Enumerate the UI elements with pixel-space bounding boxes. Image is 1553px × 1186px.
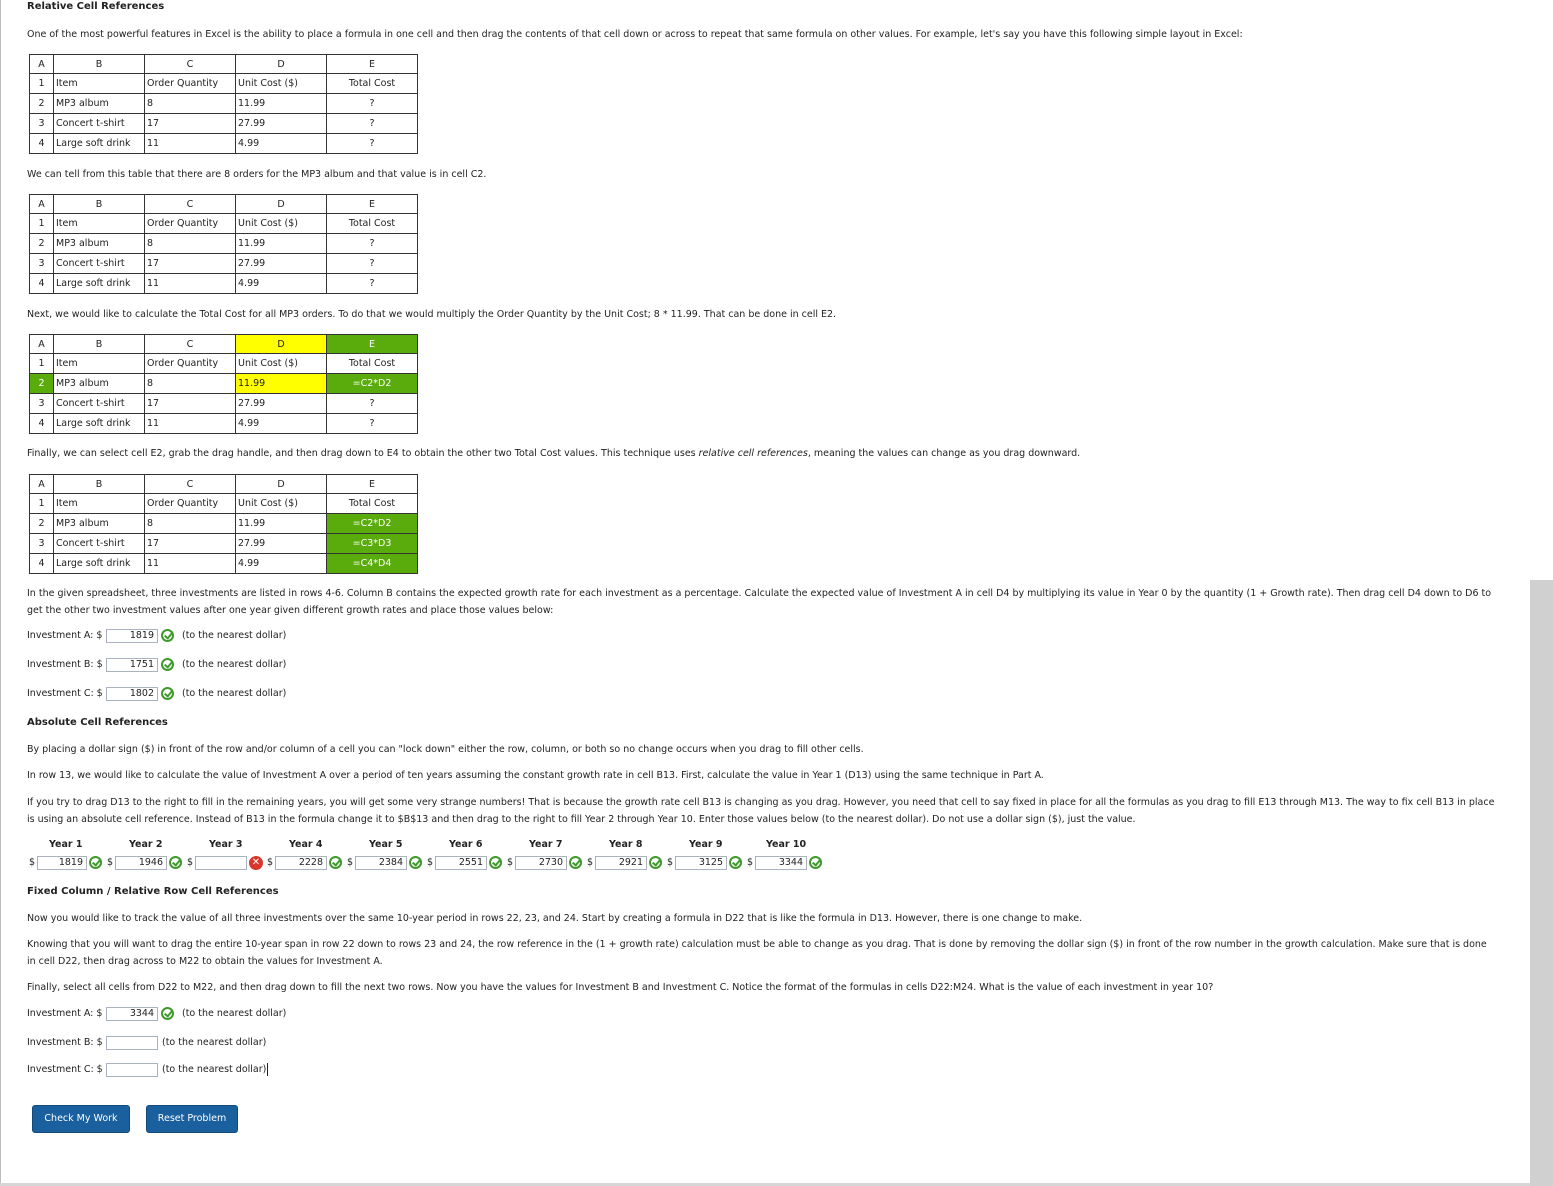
row-number: 3 bbox=[30, 534, 54, 554]
item-cell: MP3 album bbox=[54, 94, 145, 114]
total-cell: Total Cost bbox=[327, 214, 418, 234]
col-header-b: B bbox=[54, 55, 145, 74]
absolute-paragraph-1: By placing a dollar sign ($) in front of the row and/or column of a cell you can "lock down" either the row, column, or both so no change occurs when you drag to fill other cells. bbox=[27, 744, 864, 755]
year-2-label: Year 2 bbox=[129, 839, 163, 850]
partA-instructions-line2: get the other two investment values after one year given different growth rates and place those values below: bbox=[27, 605, 554, 616]
col-header-d-highlighted: D bbox=[236, 335, 327, 354]
col-header-c: C bbox=[145, 195, 236, 214]
fixed-paragraph-3: Finally, select all cells from D22 to M22, and then drag down to fill the next two rows. Now you have the values for Investment B and Investment C. Notice the format of the formulas in cells D22:M24. What is the value of each investment in year 10? bbox=[27, 982, 1214, 993]
year-9-input[interactable]: 3125 bbox=[675, 856, 727, 870]
qty-cell: 11 bbox=[145, 274, 236, 294]
text-cursor bbox=[267, 1063, 268, 1076]
formula-cell-highlighted: =C2*D2 bbox=[327, 514, 418, 534]
col-header-e: E bbox=[327, 475, 418, 494]
year-5-input[interactable]: 2384 bbox=[355, 856, 407, 870]
page-frame-left bbox=[0, 0, 1, 1186]
year-4-input[interactable]: 2228 bbox=[275, 856, 327, 870]
investment-c-label: Investment C: $ bbox=[27, 1064, 103, 1075]
year-6-input[interactable]: 2551 bbox=[435, 856, 487, 870]
item-cell: MP3 album bbox=[54, 234, 145, 254]
fixed-paragraph-1: Now you would like to track the value of all three investments over the same 10-year period in rows 22, 23, and 24. Start by creating a formula in D22 that is like the formula in D13. However, there is one change to make. bbox=[27, 913, 1083, 924]
absolute-paragraph-3-line2: is using an absolute cell reference. Instead of B13 in the formula change it to $B$13 and then drag to the right to fill Year 2 through Year 10. Enter those values below (to the nearest dollar). Do not use a dollar sign ($), just the value. bbox=[27, 814, 1136, 825]
cost-cell: 11.99 bbox=[236, 514, 327, 534]
paragraph-after-table-2: Next, we would like to calculate the Total Cost for all MP3 orders. To do that we would multiply the Order Quantity by the Unit Cost; 8 * 11.99. That can be done in cell E2. bbox=[27, 309, 837, 320]
row-number: 4 bbox=[30, 274, 54, 294]
item-cell: Large soft drink bbox=[54, 554, 145, 574]
item-cell: Large soft drink bbox=[54, 274, 145, 294]
dollar-sign: $ bbox=[347, 857, 354, 868]
table-row bbox=[30, 394, 418, 414]
section-title-fixed-column: Fixed Column / Relative Row Cell References bbox=[27, 886, 279, 897]
nearest-dollar-hint: (to the nearest dollar) bbox=[182, 688, 287, 699]
qty-cell: 11 bbox=[145, 554, 236, 574]
col-header-c: C bbox=[145, 335, 236, 354]
cost-cell: 27.99 bbox=[236, 114, 327, 134]
row-number: 4 bbox=[30, 134, 54, 154]
col-header-a: A bbox=[30, 335, 54, 354]
col-header-a: A bbox=[30, 55, 54, 74]
dollar-sign: $ bbox=[107, 857, 114, 868]
section-title-absolute: Absolute Cell References bbox=[27, 717, 168, 728]
nearest-dollar-hint: (to the nearest dollar) bbox=[182, 630, 287, 641]
section-title-relative: Relative Cell References bbox=[27, 1, 165, 12]
row-number: 3 bbox=[30, 114, 54, 134]
cost-cell-highlighted: 11.99 bbox=[236, 374, 327, 394]
fixed-paragraph-2-line1: Knowing that you will want to drag the entire 10-year span in row 22 down to rows 23 and 24, the row reference in the (1 + growth rate) calculation must be able to change as you drag. That is done by removing the dollar sign ($) in front of the row number in the growth calculation. Make sure that is done bbox=[27, 939, 1487, 950]
table-row bbox=[30, 274, 418, 294]
table-row bbox=[30, 374, 418, 394]
nearest-dollar-hint: (to the nearest dollar) bbox=[182, 1008, 287, 1019]
paragraph-after-table-1: We can tell from this table that there are 8 orders for the MP3 album and that value is in cell C2. bbox=[27, 169, 487, 180]
total-cell: Total Cost bbox=[327, 494, 418, 514]
item-cell: MP3 album bbox=[54, 514, 145, 534]
qty-cell: 8 bbox=[145, 514, 236, 534]
text-part: , meaning the values can change as you drag downward. bbox=[807, 448, 1081, 459]
year-7-input[interactable]: 2730 bbox=[515, 856, 567, 870]
cost-cell: Unit Cost ($) bbox=[236, 74, 327, 94]
col-header-a: A bbox=[30, 195, 54, 214]
cost-cell: 27.99 bbox=[236, 534, 327, 554]
dollar-sign: $ bbox=[427, 857, 434, 868]
paragraph-after-table-3 bbox=[27, 445, 1080, 462]
qty-cell: 8 bbox=[145, 94, 236, 114]
qty-cell: 11 bbox=[145, 414, 236, 434]
col-header-b: B bbox=[54, 195, 145, 214]
row-number: 4 bbox=[30, 414, 54, 434]
qty-cell: 17 bbox=[145, 534, 236, 554]
reset-problem-button[interactable]: Reset Problem bbox=[146, 1105, 238, 1133]
investment-b-year10-input[interactable] bbox=[106, 1036, 158, 1050]
cost-cell: 27.99 bbox=[236, 254, 327, 274]
nearest-dollar-hint: (to the nearest dollar) bbox=[162, 1064, 267, 1075]
formula-cell-highlighted: =C4*D4 bbox=[327, 554, 418, 574]
year-2-input[interactable]: 1946 bbox=[115, 856, 167, 870]
cost-cell: 4.99 bbox=[236, 134, 327, 154]
example-table-4 bbox=[29, 474, 418, 574]
total-cell: Total Cost bbox=[327, 74, 418, 94]
col-header-e-highlighted: E bbox=[327, 335, 418, 354]
item-cell: Item bbox=[54, 74, 145, 94]
formula-cell-highlighted: =C3*D3 bbox=[327, 534, 418, 554]
dollar-sign: $ bbox=[507, 857, 514, 868]
correct-check-icon bbox=[89, 856, 102, 869]
table-row bbox=[30, 534, 418, 554]
table-row bbox=[30, 94, 418, 114]
cost-cell: 4.99 bbox=[236, 554, 327, 574]
col-header-e: E bbox=[327, 55, 418, 74]
investment-b-label: Investment B: $ bbox=[27, 659, 103, 670]
correct-check-icon bbox=[161, 1007, 174, 1020]
table-row bbox=[30, 254, 418, 274]
row-number: 1 bbox=[30, 74, 54, 94]
item-cell: Large soft drink bbox=[54, 134, 145, 154]
row-number: 3 bbox=[30, 394, 54, 414]
qty-cell: Order Quantity bbox=[145, 494, 236, 514]
correct-check-icon bbox=[489, 856, 502, 869]
year-3-label: Year 3 bbox=[209, 839, 243, 850]
year-8-label: Year 8 bbox=[609, 839, 643, 850]
col-header-b: B bbox=[54, 475, 145, 494]
item-cell: Concert t-shirt bbox=[54, 394, 145, 414]
col-header-c: C bbox=[145, 55, 236, 74]
cost-cell: Unit Cost ($) bbox=[236, 214, 327, 234]
correct-check-icon bbox=[649, 856, 662, 869]
item-cell: MP3 album bbox=[54, 374, 145, 394]
table-row bbox=[30, 514, 418, 534]
year-5-label: Year 5 bbox=[369, 839, 403, 850]
year-1-input[interactable]: 1819 bbox=[37, 856, 87, 870]
item-cell: Item bbox=[54, 494, 145, 514]
emphasis-relative-references: relative cell references bbox=[698, 448, 808, 459]
investment-b-label: Investment B: $ bbox=[27, 1037, 103, 1048]
investment-a-input[interactable]: 1819 bbox=[106, 629, 158, 643]
dollar-sign: $ bbox=[29, 857, 36, 868]
table-row bbox=[30, 354, 418, 374]
qty-cell: Order Quantity bbox=[145, 214, 236, 234]
example-table-2 bbox=[29, 194, 418, 294]
qty-cell: 17 bbox=[145, 254, 236, 274]
item-cell: Item bbox=[54, 354, 145, 374]
check-my-work-button[interactable]: Check My Work bbox=[32, 1105, 130, 1133]
table-row bbox=[30, 134, 418, 154]
row-number: 2 bbox=[30, 94, 54, 114]
partA-instructions-line1: In the given spreadsheet, three investments are listed in rows 4-6. Column B contains the expected growth rate for each investment as a percentage. Calculate the expected value of Investment A in cell D4 by multiplying its value in Year 0 by the quantity (1 + Growth rate). Then drag cell D4 down to D6 to bbox=[27, 588, 1492, 599]
dollar-sign: $ bbox=[187, 857, 194, 868]
item-cell: Concert t-shirt bbox=[54, 534, 145, 554]
correct-check-icon bbox=[809, 856, 822, 869]
correct-check-icon bbox=[161, 629, 174, 642]
correct-check-icon bbox=[409, 856, 422, 869]
cost-cell: 11.99 bbox=[236, 94, 327, 114]
year-6-label: Year 6 bbox=[449, 839, 483, 850]
fixed-paragraph-2-line2: in cell D22, then drag across to M22 to obtain the values for Investment A. bbox=[27, 956, 383, 967]
col-header-d: D bbox=[236, 195, 327, 214]
year-4-label: Year 4 bbox=[289, 839, 323, 850]
row-number: 1 bbox=[30, 494, 54, 514]
cost-cell: 11.99 bbox=[236, 234, 327, 254]
qty-cell: 17 bbox=[145, 394, 236, 414]
cost-cell: 4.99 bbox=[236, 414, 327, 434]
absolute-paragraph-3-line1: If you try to drag D13 to the right to fill in the remaining years, you will get some very strange numbers! That is because the growth rate cell B13 is changing as you drag. However, you need that cell to say fixed in place for all the formulas as you drag to fill E13 through M13. The way to fix cell B13 in place bbox=[27, 797, 1495, 808]
total-cell: ? bbox=[327, 114, 418, 134]
nearest-dollar-hint: (to the nearest dollar) bbox=[182, 659, 287, 670]
item-cell: Concert t-shirt bbox=[54, 254, 145, 274]
row-number-highlighted: 2 bbox=[30, 374, 54, 394]
year-1-label: Year 1 bbox=[49, 839, 83, 850]
investment-b-input[interactable]: 1751 bbox=[106, 658, 158, 672]
cost-cell: 27.99 bbox=[236, 394, 327, 414]
qty-cell: 8 bbox=[145, 374, 236, 394]
row-number: 1 bbox=[30, 354, 54, 374]
qty-cell: 8 bbox=[145, 234, 236, 254]
table-row bbox=[30, 414, 418, 434]
total-cell: ? bbox=[327, 274, 418, 294]
formula-cell-highlighted: =C2*D2 bbox=[327, 374, 418, 394]
year-10-input[interactable]: 3344 bbox=[755, 856, 807, 870]
correct-check-icon bbox=[329, 856, 342, 869]
correct-check-icon bbox=[569, 856, 582, 869]
col-header-b: B bbox=[54, 335, 145, 354]
item-cell: Concert t-shirt bbox=[54, 114, 145, 134]
total-cell: ? bbox=[327, 234, 418, 254]
row-number: 2 bbox=[30, 234, 54, 254]
total-cell: ? bbox=[327, 94, 418, 114]
qty-cell: Order Quantity bbox=[145, 354, 236, 374]
text-part: Finally, we can select cell E2, grab the drag handle, and then drag down to E4 to obtain the other two Total Cost values. This technique uses bbox=[27, 448, 699, 459]
year-7-label: Year 7 bbox=[529, 839, 563, 850]
qty-cell: 17 bbox=[145, 114, 236, 134]
dollar-sign: $ bbox=[267, 857, 274, 868]
cost-cell: Unit Cost ($) bbox=[236, 354, 327, 374]
col-header-d: D bbox=[236, 475, 327, 494]
total-cell: ? bbox=[327, 134, 418, 154]
investment-c-input[interactable]: 1802 bbox=[106, 687, 158, 701]
item-cell: Item bbox=[54, 214, 145, 234]
year-10-label: Year 10 bbox=[766, 839, 807, 850]
investment-c-year10-input[interactable] bbox=[106, 1063, 158, 1077]
row-number: 4 bbox=[30, 554, 54, 574]
intro-paragraph: One of the most powerful features in Excel is the ability to place a formula in one cell and then drag the contents of that cell down or across to repeat that same formula on other values. For example, let's say you have this following simple layout in Excel: bbox=[27, 29, 1243, 40]
col-header-a: A bbox=[30, 475, 54, 494]
row-number: 1 bbox=[30, 214, 54, 234]
correct-check-icon bbox=[729, 856, 742, 869]
col-header-c: C bbox=[145, 475, 236, 494]
year-8-input[interactable]: 2921 bbox=[595, 856, 647, 870]
table-row bbox=[30, 214, 418, 234]
item-cell: Large soft drink bbox=[54, 414, 145, 434]
row-number: 2 bbox=[30, 514, 54, 534]
correct-check-icon bbox=[161, 658, 174, 671]
total-cell: ? bbox=[327, 254, 418, 274]
correct-check-icon bbox=[161, 687, 174, 700]
qty-cell: Order Quantity bbox=[145, 74, 236, 94]
nearest-dollar-hint: (to the nearest dollar) bbox=[162, 1037, 267, 1048]
scrollbar-track[interactable] bbox=[1530, 580, 1553, 1186]
qty-cell: 11 bbox=[145, 134, 236, 154]
table-row bbox=[30, 74, 418, 94]
dollar-sign: $ bbox=[667, 857, 674, 868]
investment-c-label: Investment C: $ bbox=[27, 688, 103, 699]
table-row bbox=[30, 234, 418, 254]
col-header-e: E bbox=[327, 195, 418, 214]
total-cell: ? bbox=[327, 394, 418, 414]
incorrect-x-icon: ✕ bbox=[249, 856, 263, 870]
investment-a-label: Investment A: $ bbox=[27, 1008, 103, 1019]
absolute-paragraph-2: In row 13, we would like to calculate the value of Investment A over a period of ten years assuming the constant growth rate in cell B13. First, calculate the value in Year 1 (D13) using the same technique in Part A. bbox=[27, 770, 1044, 781]
example-table-3 bbox=[29, 334, 418, 434]
investment-a-label: Investment A: $ bbox=[27, 630, 103, 641]
table-row bbox=[30, 554, 418, 574]
table-row bbox=[30, 114, 418, 134]
cost-cell: Unit Cost ($) bbox=[236, 494, 327, 514]
table-row bbox=[30, 494, 418, 514]
cost-cell: 4.99 bbox=[236, 274, 327, 294]
total-cell: Total Cost bbox=[327, 354, 418, 374]
investment-a-year10-input[interactable]: 3344 bbox=[106, 1007, 158, 1021]
col-header-d: D bbox=[236, 55, 327, 74]
year-3-input[interactable] bbox=[195, 856, 247, 870]
correct-check-icon bbox=[169, 856, 182, 869]
dollar-sign: $ bbox=[587, 857, 594, 868]
example-table-1 bbox=[29, 54, 418, 154]
dollar-sign: $ bbox=[747, 857, 754, 868]
row-number: 3 bbox=[30, 254, 54, 274]
year-9-label: Year 9 bbox=[689, 839, 723, 850]
total-cell: ? bbox=[327, 414, 418, 434]
